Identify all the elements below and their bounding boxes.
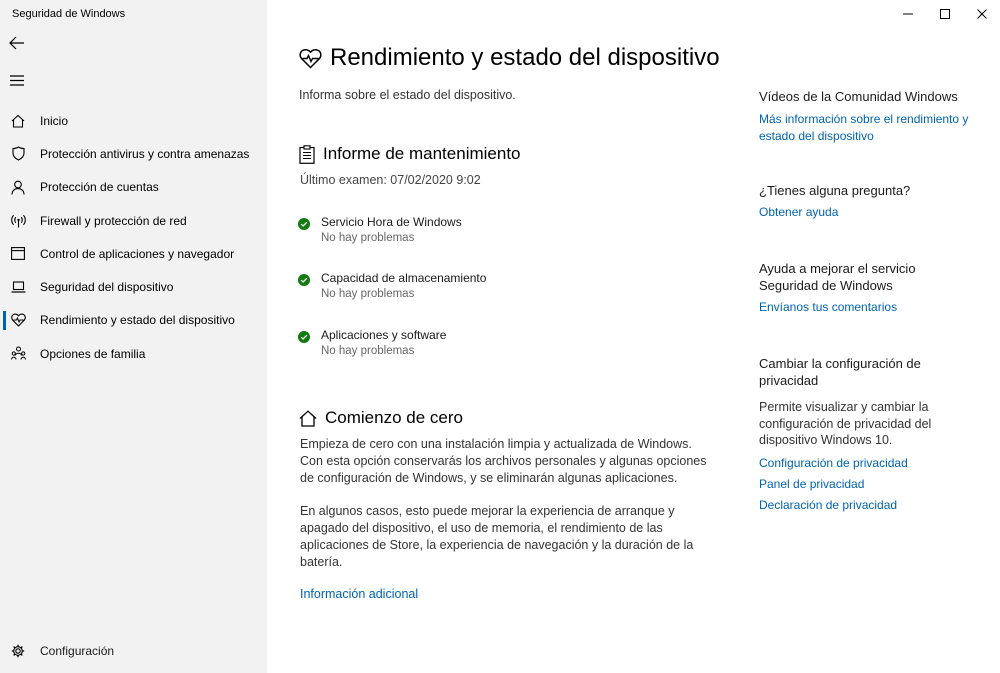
check-circle-icon bbox=[298, 331, 310, 343]
check-circle-icon bbox=[298, 218, 310, 230]
sidebar-item-firewall[interactable] bbox=[0, 204, 267, 237]
get-help-link[interactable]: Obtener ayuda bbox=[759, 205, 839, 219]
sidebar-item-inicio[interactable] bbox=[0, 104, 267, 137]
page-header bbox=[299, 44, 720, 72]
check-circle-icon bbox=[298, 274, 310, 286]
community-videos-heading: Vídeos de la Comunidad Windows bbox=[759, 89, 958, 104]
improve-heading: Ayuda a mejorar el servicio Seguridad de Windows bbox=[759, 261, 916, 293]
laptop-icon bbox=[10, 279, 26, 295]
app-title: Seguridad de Windows bbox=[12, 8, 126, 20]
privacy-statement-link[interactable]: Declaración de privacidad bbox=[759, 497, 898, 512]
heart-pulse-icon bbox=[299, 48, 322, 69]
hamburger-menu-button[interactable] bbox=[6, 69, 28, 91]
page-description: Informa sobre el estado del dispositivo. bbox=[299, 88, 516, 102]
privacy-description: Permite visualizar y cambiar la configuración de privacidad del dispositivo Windows 10. bbox=[759, 400, 932, 447]
sidebar-item-cuentas[interactable] bbox=[0, 171, 267, 204]
home-outline-icon bbox=[299, 410, 317, 427]
back-button[interactable] bbox=[6, 32, 28, 54]
status-item-status: No hay problemas bbox=[321, 345, 415, 357]
privacy-dashboard-link[interactable]: Panel de privacidad bbox=[759, 476, 865, 491]
fresh-start-header bbox=[299, 408, 463, 428]
shield-icon bbox=[10, 146, 26, 162]
sidebar-nav bbox=[0, 104, 267, 370]
send-feedback-link[interactable]: Envíanos tus comentarios bbox=[759, 300, 898, 314]
question-block bbox=[759, 182, 969, 221]
privacy-settings-link[interactable]: Configuración de privacidad bbox=[759, 455, 908, 470]
family-icon bbox=[10, 346, 26, 362]
hamburger-icon bbox=[10, 75, 24, 86]
community-videos-link[interactable]: Más información sobre el rendimiento y estado del dispositivo bbox=[759, 112, 969, 143]
back-arrow-icon bbox=[9, 36, 25, 50]
sidebar-item-label: Seguridad del dispositivo bbox=[40, 280, 174, 295]
home-icon bbox=[10, 113, 26, 129]
sidebar-item-configuracion[interactable] bbox=[0, 634, 267, 667]
status-item-title: Capacidad de almacenamiento bbox=[321, 271, 487, 285]
status-item-status: No hay problemas bbox=[321, 232, 415, 244]
settings-label: Configuración bbox=[40, 643, 115, 658]
sidebar-item-aplicaciones[interactable] bbox=[0, 237, 267, 270]
status-item-title: Servicio Hora de Windows bbox=[321, 215, 462, 229]
fresh-start-description: Empieza de cero con una instalación limpia y actualizada de Windows. Con esta opción conservarás los archivos personales y algunas opciones de configuración de Windows, y se eliminarán algunas aplicaciones. bbox=[300, 437, 707, 485]
page-title: Rendimiento y estado del dispositivo bbox=[330, 44, 720, 71]
sidebar-item-label: Protección de cuentas bbox=[40, 180, 159, 195]
gear-icon bbox=[10, 643, 26, 659]
sidebar-item-label: Firewall y protección de red bbox=[40, 213, 187, 228]
last-scan-text: Último examen: 07/02/2020 9:02 bbox=[300, 173, 481, 187]
status-item-status: No hay problemas bbox=[321, 288, 415, 300]
app-window-icon bbox=[10, 246, 26, 262]
sidebar-item-label: Control de aplicaciones y navegador bbox=[40, 246, 235, 261]
sidebar-item-label: Rendimiento y estado del dispositivo bbox=[40, 313, 235, 328]
improve-block bbox=[759, 260, 969, 316]
sidebar-item-label: Protección antivirus y contra amenazas bbox=[40, 146, 250, 161]
privacy-block bbox=[759, 355, 969, 514]
person-icon bbox=[10, 179, 26, 195]
sidebar-item-label: Inicio bbox=[40, 113, 69, 128]
health-report-header bbox=[299, 144, 521, 164]
fresh-start-benefits: En algunos casos, esto puede mejorar la experiencia de arranque y apagado del dispositivo, el uso de memoria, el rendimiento de las aplicaciones de Store, la experiencia de navegación y la duración de la batería. bbox=[300, 504, 694, 569]
sidebar-item-seguridad-dispositivo[interactable] bbox=[0, 270, 267, 303]
health-report-title: Informe de mantenimiento bbox=[323, 144, 521, 163]
sidebar-item-label: Opciones de familia bbox=[40, 346, 146, 361]
sidebar-item-antivirus[interactable] bbox=[0, 137, 267, 170]
question-heading: ¿Tienes alguna pregunta? bbox=[759, 183, 911, 198]
clipboard-icon bbox=[299, 145, 315, 164]
privacy-heading: Cambiar la configuración de privacidad bbox=[759, 356, 921, 388]
sidebar-item-rendimiento[interactable] bbox=[0, 304, 267, 337]
status-item-title: Aplicaciones y software bbox=[321, 328, 447, 342]
sidebar-item-familia[interactable] bbox=[0, 337, 267, 370]
heart-icon bbox=[10, 312, 26, 328]
antenna-icon bbox=[10, 213, 26, 229]
more-info-link[interactable]: Información adicional bbox=[300, 587, 419, 601]
fresh-start-title: Comienzo de cero bbox=[325, 408, 463, 427]
sidebar bbox=[0, 0, 267, 673]
community-videos-block bbox=[759, 88, 969, 144]
